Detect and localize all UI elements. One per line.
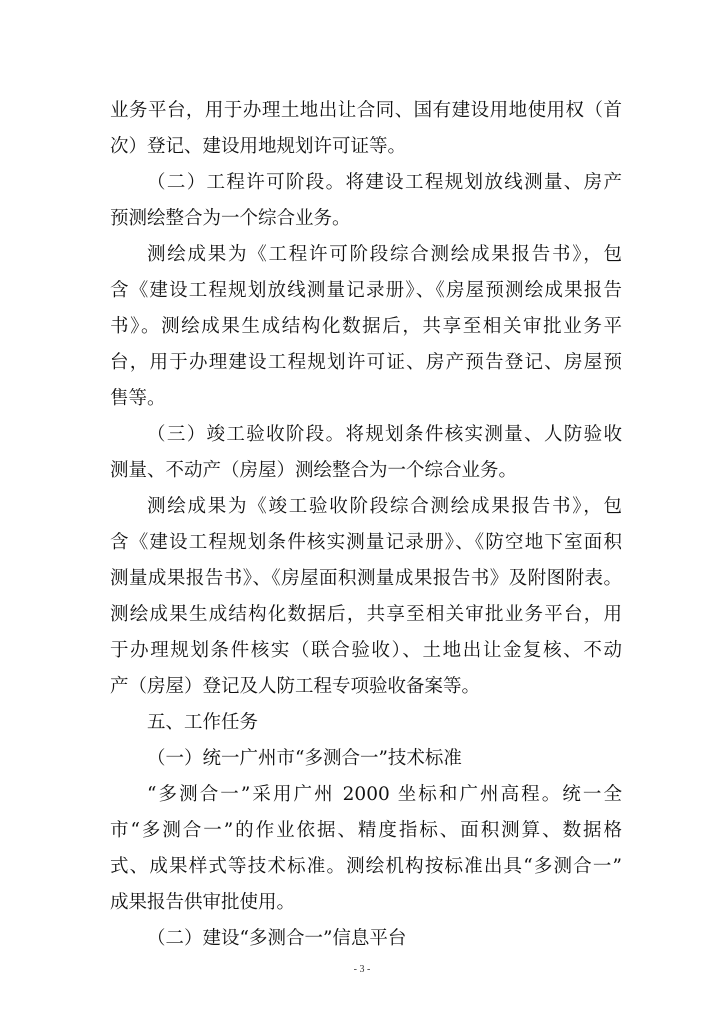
text-line: 业务平台，用于办理土地出让合同、国有建设用地使用权（首 bbox=[110, 100, 622, 121]
text-line: 式、成果样式等技术标准。测绘机构按标准出具“多测合一” bbox=[110, 856, 622, 877]
text-line: 预测绘整合为一个综合业务。 bbox=[110, 208, 351, 229]
text-line: 台，用于办理建设工程规划许可证、房产预告登记、房屋预 bbox=[110, 352, 622, 373]
text-line: 测量、不动产（房屋）测绘整合为一个综合业务。 bbox=[110, 460, 518, 481]
text-line: 成果报告供审批使用。 bbox=[110, 892, 296, 913]
text-line: 含《建设工程规划条件核实测量记录册》、《防空地下室面积 bbox=[110, 532, 622, 553]
page-number: - 3 - bbox=[353, 964, 371, 975]
paragraph-heading: （二）工程许可阶段。将建设工程规划放线测量、房产 bbox=[147, 172, 622, 193]
text-line: 次）登记、建设用地规划许可证等。 bbox=[110, 136, 407, 157]
body-text bbox=[110, 93, 622, 957]
text-line: 市“多测合一”的作业依据、精度指标、面积测算、数据格 bbox=[110, 820, 622, 841]
section-heading: 五、工作任务 bbox=[147, 712, 259, 733]
text-line: 测绘成果为《竣工验收阶段综合测绘成果报告书》，包 bbox=[147, 496, 622, 517]
text-line: 测量成果报告书》、《房屋面积测量成果报告书》及附图附表。 bbox=[110, 568, 622, 589]
subsection-heading: （二）建设“多测合一”信息平台 bbox=[147, 928, 407, 949]
subsection-heading: （一）统一广州市“多测合一”技术标准 bbox=[147, 748, 462, 769]
text-line: 书》。测绘成果生成结构化数据后，共享至相关审批业务平 bbox=[110, 316, 622, 337]
text-line: 测绘成果为《工程许可阶段综合测绘成果报告书》，包 bbox=[147, 244, 622, 265]
text-line: 售等。 bbox=[110, 388, 166, 409]
text-line: “多测合一”采用广州 2000 坐标和广州高程。统一全 bbox=[147, 784, 622, 805]
text-line: 产（房屋）登记及人防工程专项验收备案等。 bbox=[110, 676, 481, 697]
paragraph-heading: （三）竣工验收阶段。将规划条件核实测量、人防验收 bbox=[147, 424, 622, 445]
text-line: 含《建设工程规划放线测量记录册》、《房屋预测绘成果报告 bbox=[110, 280, 622, 301]
text-line: 测绘成果生成结构化数据后，共享至相关审批业务平台，用 bbox=[110, 604, 622, 625]
text-line: 于办理规划条件核实（联合验收）、土地出让金复核、不动 bbox=[110, 640, 622, 661]
